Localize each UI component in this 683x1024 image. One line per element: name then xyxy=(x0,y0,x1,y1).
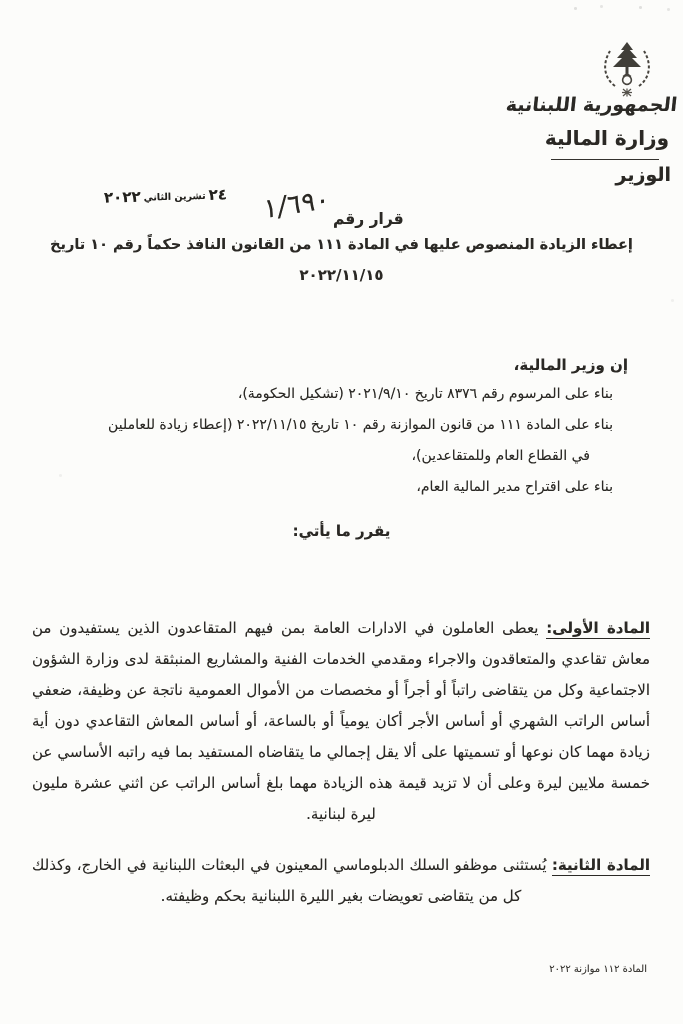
ministry-title: وزارة المالية xyxy=(544,126,669,150)
preamble-line: بناء على المرسوم رقم ٨٣٧٦ تاريخ ٢٠٢١/٩/١٠ (تشكيل الحكومة)، xyxy=(237,386,613,402)
decision-title-date: ٢٠٢٢/١١/١٥ xyxy=(299,266,384,284)
republic-title: الجمهورية اللبنانية xyxy=(504,94,679,116)
preamble-line: بناء على المادة ١١١ من قانون الموازنة رقم ١٠ تاريخ ٢٠٢٢/١١/١٥ (إعطاء زيادة للعاملين xyxy=(108,417,613,433)
article-first-body: يعطى العاملون في الادارات العامة بمن فيهم المتقاعدون الذين يستفيدون من معاش تقاعدي والمتعاقدون والاجراء ومقدمي الخدمات الفنية والمشاريع المنبثقة لدى وزارة الشؤون الاجتماعية وكل من يتقاضى راتباً أو أجراً أو مخصصات من الأموال العمومية ناتجة عن وظيفة، ضعفي أساس الراتب الشهري أو أساس الأجر أكان يومياً أو بالساعة، أو أساس المعاش التقاعدي دون أية زيادة مهما كان نوعها أو تسميتها على ألا يقل إجمالي ما يتقاضاه المستفيد بما فيه راتبه الأساسي عن خمسة ملايين ليرة وعلى أن لا تزيد قيمة هذه الزيادة مهما بلغ أساس الراتب عن اثني عشرة مليون ليرة لبنانية. xyxy=(32,619,650,823)
decision-title: إعطاء الزيادة المنصوص عليها في المادة ١١١ من القانون النافذ حكماً رقم ١٠ تاريخ xyxy=(50,237,633,253)
article-second xyxy=(32,850,650,912)
preamble-line: في القطاع العام وللمتقاعدين)، xyxy=(411,448,590,464)
preamble-opening: إن وزير المالية، xyxy=(513,356,628,374)
stamp-year: ٢٠٢٢ xyxy=(103,187,141,207)
date-stamp xyxy=(104,185,227,206)
stamp-day: ٢٤ xyxy=(208,185,228,204)
lebanon-cedar-emblem-icon xyxy=(595,40,659,98)
decision-number-handwritten: ١/٦٩٠ xyxy=(263,183,330,226)
article-second-label: المادة الثانية: xyxy=(551,856,650,874)
ministry-underline xyxy=(551,159,659,160)
stamp-month: تشرين الثاني xyxy=(143,190,206,204)
scan-speckles xyxy=(0,0,1,1)
article-second-body: يُستثنى موظفو السلك الدبلوماسي المعينون في البعثات اللبنانية في الخارج، وكذلك كل من يتقاضى تعويضات بغير الليرة اللبنانية بحكم وظيفته. xyxy=(32,856,547,905)
decides-line: يقرر ما يأتي: xyxy=(292,522,391,540)
preamble-line: بناء على اقتراح مدير المالية العام، xyxy=(416,479,613,495)
decision-number-label: قرار رقم xyxy=(333,210,404,228)
article-first xyxy=(32,613,650,830)
footer-note: المادة ١١٢ موازنة ٢٠٢٢ xyxy=(549,964,647,975)
minister-title: الوزير xyxy=(615,164,671,186)
article-first-label: المادة الأولى: xyxy=(546,619,650,637)
